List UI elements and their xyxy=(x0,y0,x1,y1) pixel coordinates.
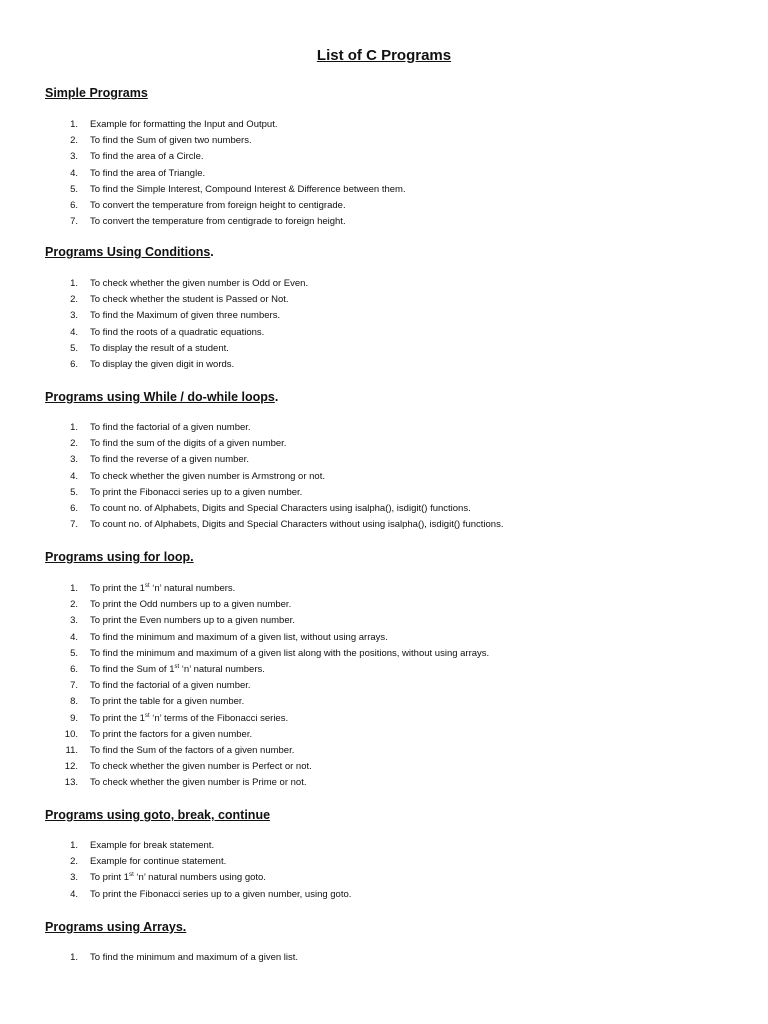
list-item-text xyxy=(90,166,205,182)
section-heading xyxy=(45,86,148,100)
list-item-number: 1. xyxy=(70,583,78,594)
list-item-text xyxy=(90,133,252,149)
list-item-number: 4. xyxy=(70,326,78,338)
list-item-text-main: To print the factors for a given number. xyxy=(90,728,253,740)
list-item-text-rest: ‘n’ terms of the Fibonacci series. xyxy=(149,712,289,724)
section-heading-suffix: . xyxy=(274,390,279,404)
list-item-text-main: To find the roots of a quadratic equations. xyxy=(90,326,265,338)
list-item-text-main: To print the Even numbers up to a given number. xyxy=(90,615,295,627)
list-item-text-main: To find the area of a Circle. xyxy=(90,151,204,163)
list-item xyxy=(0,198,768,214)
list-item xyxy=(0,662,768,678)
list-item-number: 5. xyxy=(70,486,78,498)
section-heading-text: Programs using While / do-while loops xyxy=(45,390,275,404)
list-item xyxy=(0,182,768,198)
list-item-text-main: To print the table for a given number. xyxy=(90,696,245,708)
list-item-text-main: To print the Fibonacci series up to a given number, using goto. xyxy=(90,888,352,900)
list-item-text-main: To print the 1 xyxy=(90,583,145,594)
list-item-text-main: To find the minimum and maximum of a given list. xyxy=(90,952,299,963)
section-heading xyxy=(45,245,214,259)
list-item-text xyxy=(90,117,277,133)
list-item-text xyxy=(90,711,288,727)
section-heading-text: Programs using for loop. xyxy=(45,550,194,564)
superscript-ordinal: st xyxy=(174,663,180,670)
list-item-number: 9. xyxy=(70,712,78,724)
list-item xyxy=(0,581,768,597)
list-item xyxy=(0,613,768,629)
list-item-number: 6. xyxy=(70,200,78,211)
list-item-text xyxy=(90,597,291,613)
list-item-text-main: Example for break statement. xyxy=(90,840,215,851)
list-item-number: 7. xyxy=(70,216,78,228)
list-item-number: 8. xyxy=(70,696,78,708)
list-item-text-main: To find the reverse of a given number. xyxy=(90,454,249,466)
list-item xyxy=(0,854,768,870)
list-item xyxy=(0,214,768,230)
list-item-text-main: To check whether the given number is Odd or Even. xyxy=(90,278,309,289)
list-item-text xyxy=(90,485,302,501)
list-item-text xyxy=(90,469,325,485)
list-item-number: 2. xyxy=(70,438,78,450)
list-item-number: 10. xyxy=(64,728,78,740)
list-item-number: 6. xyxy=(70,664,78,675)
list-item-text xyxy=(90,517,503,533)
section-heading-text: Programs using goto, break, continue xyxy=(45,808,271,822)
list-item-text-main: To display the result of a student. xyxy=(90,342,229,354)
list-item-text xyxy=(90,775,307,791)
section-heading xyxy=(45,808,270,822)
list-item-text-main: To print the Fibonacci series up to a given number. xyxy=(90,486,303,498)
list-item xyxy=(0,325,768,341)
list-item xyxy=(0,597,768,613)
list-item-number: 1. xyxy=(70,952,78,963)
list-item-number: 2. xyxy=(70,599,78,611)
list-item-text xyxy=(90,308,280,324)
list-item-text-main: To find the minimum and maximum of a given list along with the positions, without using arrays. xyxy=(90,647,490,659)
list-item xyxy=(0,759,768,775)
list-item-text-main: To print the Odd numbers up to a given number. xyxy=(90,599,292,611)
list-item xyxy=(0,870,768,886)
list-item-number: 3. xyxy=(70,310,78,322)
list-item-text-main: To count no. of Alphabets, Digits and Special Characters using isalpha(), isdigit() functions. xyxy=(90,503,471,514)
list-item-text xyxy=(90,727,252,743)
list-item-text-main: To find the factorial of a given number. xyxy=(90,680,251,692)
list-item-number: 4. xyxy=(70,470,78,482)
list-item xyxy=(0,357,768,373)
list-item-text xyxy=(90,838,214,854)
list-item-text-main: Example for formatting the Input and Output. xyxy=(90,119,278,130)
list-item-text xyxy=(90,452,249,468)
list-item-text xyxy=(90,887,351,903)
list-item-number: 5. xyxy=(70,647,78,659)
section-heading xyxy=(45,390,278,404)
list-item xyxy=(0,420,768,436)
list-item-text-main: To find the Sum of 1 xyxy=(90,664,175,675)
list-item xyxy=(0,452,768,468)
list-item-text-main: To print the 1 xyxy=(90,712,145,724)
list-item xyxy=(0,646,768,662)
list-item-text xyxy=(90,854,226,870)
list-item xyxy=(0,485,768,501)
list-item-number: 1. xyxy=(70,278,78,289)
list-item xyxy=(0,469,768,485)
list-item-number: 3. xyxy=(70,615,78,627)
list-item xyxy=(0,678,768,694)
list-item-text-main: To check whether the given number is Perfect or not. xyxy=(90,761,312,773)
list-item-text-main: Example for continue statement. xyxy=(90,856,227,868)
list-item-text-main: To display the given digit in words. xyxy=(90,359,235,370)
list-item xyxy=(0,743,768,759)
list-item xyxy=(0,887,768,903)
list-item-text-main: To check whether the given number is Prime or not. xyxy=(90,777,307,789)
list-item-text xyxy=(90,646,489,662)
list-item-text xyxy=(90,501,471,517)
list-item-text xyxy=(90,662,265,678)
list-item xyxy=(0,436,768,452)
list-item-text xyxy=(90,630,388,646)
list-item-text xyxy=(90,198,346,214)
list-item-text-rest: ‘n’ natural numbers using goto. xyxy=(133,872,266,884)
list-item xyxy=(0,711,768,727)
list-item-number: 13. xyxy=(64,777,78,789)
list-item-number: 6. xyxy=(70,503,78,514)
list-item-text xyxy=(90,870,266,886)
list-item xyxy=(0,694,768,710)
list-item-number: 11. xyxy=(65,745,78,756)
list-item-text xyxy=(90,292,289,308)
list-item xyxy=(0,133,768,149)
page-title: List of C Programs xyxy=(316,47,452,64)
list-item-text xyxy=(90,950,298,966)
list-item-text xyxy=(90,357,234,373)
list-item-text-main: To find the sum of the digits of a given number. xyxy=(90,438,287,450)
list-item-text-rest: ‘n’ natural numbers. xyxy=(179,664,265,675)
list-item-number: 6. xyxy=(70,359,78,370)
list-item-number: 1. xyxy=(70,840,78,851)
list-item-number: 3. xyxy=(70,151,78,163)
list-item-text-main: To find the Sum of the factors of a given number. xyxy=(90,745,295,756)
list-item-number: 4. xyxy=(70,631,78,643)
list-item-text-main: To print 1 xyxy=(90,872,130,884)
list-item-text xyxy=(90,613,295,629)
list-item-number: 2. xyxy=(70,294,78,306)
list-item-text-main: To convert the temperature from centigrade to foreign height. xyxy=(90,216,346,228)
list-item-text xyxy=(90,581,235,597)
list-item-number: 7. xyxy=(70,680,78,692)
section-heading-text: Programs Using Conditions xyxy=(45,245,211,259)
section-heading-text: Simple Programs xyxy=(45,86,148,100)
list-item-text-main: To find the area of Triangle. xyxy=(90,167,206,179)
list-item-text xyxy=(90,325,264,341)
section-heading xyxy=(45,920,186,934)
list-item-text xyxy=(90,420,251,436)
list-item-text xyxy=(90,743,294,759)
list-item-number: 4. xyxy=(70,167,78,179)
list-item xyxy=(0,517,768,533)
list-item xyxy=(0,630,768,646)
list-item-text-main: To find the Sum of given two numbers. xyxy=(90,135,252,147)
list-item-text xyxy=(90,436,286,452)
list-item xyxy=(0,166,768,182)
list-item xyxy=(0,276,768,292)
superscript-ordinal: st xyxy=(129,872,134,879)
list-item xyxy=(0,292,768,308)
list-item xyxy=(0,838,768,854)
list-item-number: 2. xyxy=(70,135,78,147)
list-item-text-main: To find the factorial of a given number. xyxy=(90,422,251,433)
superscript-ordinal: st xyxy=(144,712,150,719)
list-item xyxy=(0,149,768,165)
list-item-text xyxy=(90,182,406,198)
list-item-number: 12. xyxy=(64,761,78,773)
list-item xyxy=(0,727,768,743)
list-item-text-main: To find the minimum and maximum of a given list, without using arrays. xyxy=(90,631,388,643)
list-item-number: 3. xyxy=(70,872,78,884)
list-item-text xyxy=(90,678,251,694)
list-item-text-main: To check whether the given number is Armstrong or not. xyxy=(90,470,325,482)
list-item-text xyxy=(90,214,346,230)
section-heading xyxy=(45,550,194,564)
list-item xyxy=(0,117,768,133)
list-item-number: 1. xyxy=(70,119,78,130)
list-item-text xyxy=(90,149,204,165)
list-item-number: 4. xyxy=(70,888,78,900)
list-item xyxy=(0,775,768,791)
list-item-text xyxy=(90,759,312,775)
superscript-ordinal: st xyxy=(144,582,150,589)
list-item-text-rest: ‘n’ natural numbers. xyxy=(149,583,236,594)
list-item xyxy=(0,341,768,357)
section-heading-suffix: . xyxy=(210,245,214,259)
list-item xyxy=(0,950,768,966)
list-item-number: 7. xyxy=(70,519,78,531)
list-item-number: 2. xyxy=(70,856,78,868)
list-item-text xyxy=(90,341,229,357)
section-heading-text: Programs using Arrays. xyxy=(45,920,187,934)
list-item-text xyxy=(90,694,244,710)
list-item xyxy=(0,501,768,517)
list-item-text-main: To convert the temperature from foreign height to centigrade. xyxy=(90,200,346,211)
list-item-number: 5. xyxy=(70,183,78,195)
list-item-text-main: To find the Simple Interest, Compound Interest & Difference between them. xyxy=(90,183,406,195)
list-item-number: 1. xyxy=(70,422,78,433)
list-item-number: 3. xyxy=(70,454,78,466)
list-item-number: 5. xyxy=(70,342,78,354)
list-item xyxy=(0,308,768,324)
list-item-text xyxy=(90,276,308,292)
list-item-text-main: To count no. of Alphabets, Digits and Special Characters without using isalpha(), isdigit() functions. xyxy=(90,519,504,531)
list-item-text-main: To find the Maximum of given three numbers. xyxy=(90,310,281,322)
list-item-text-main: To check whether the student is Passed or Not. xyxy=(90,294,289,306)
